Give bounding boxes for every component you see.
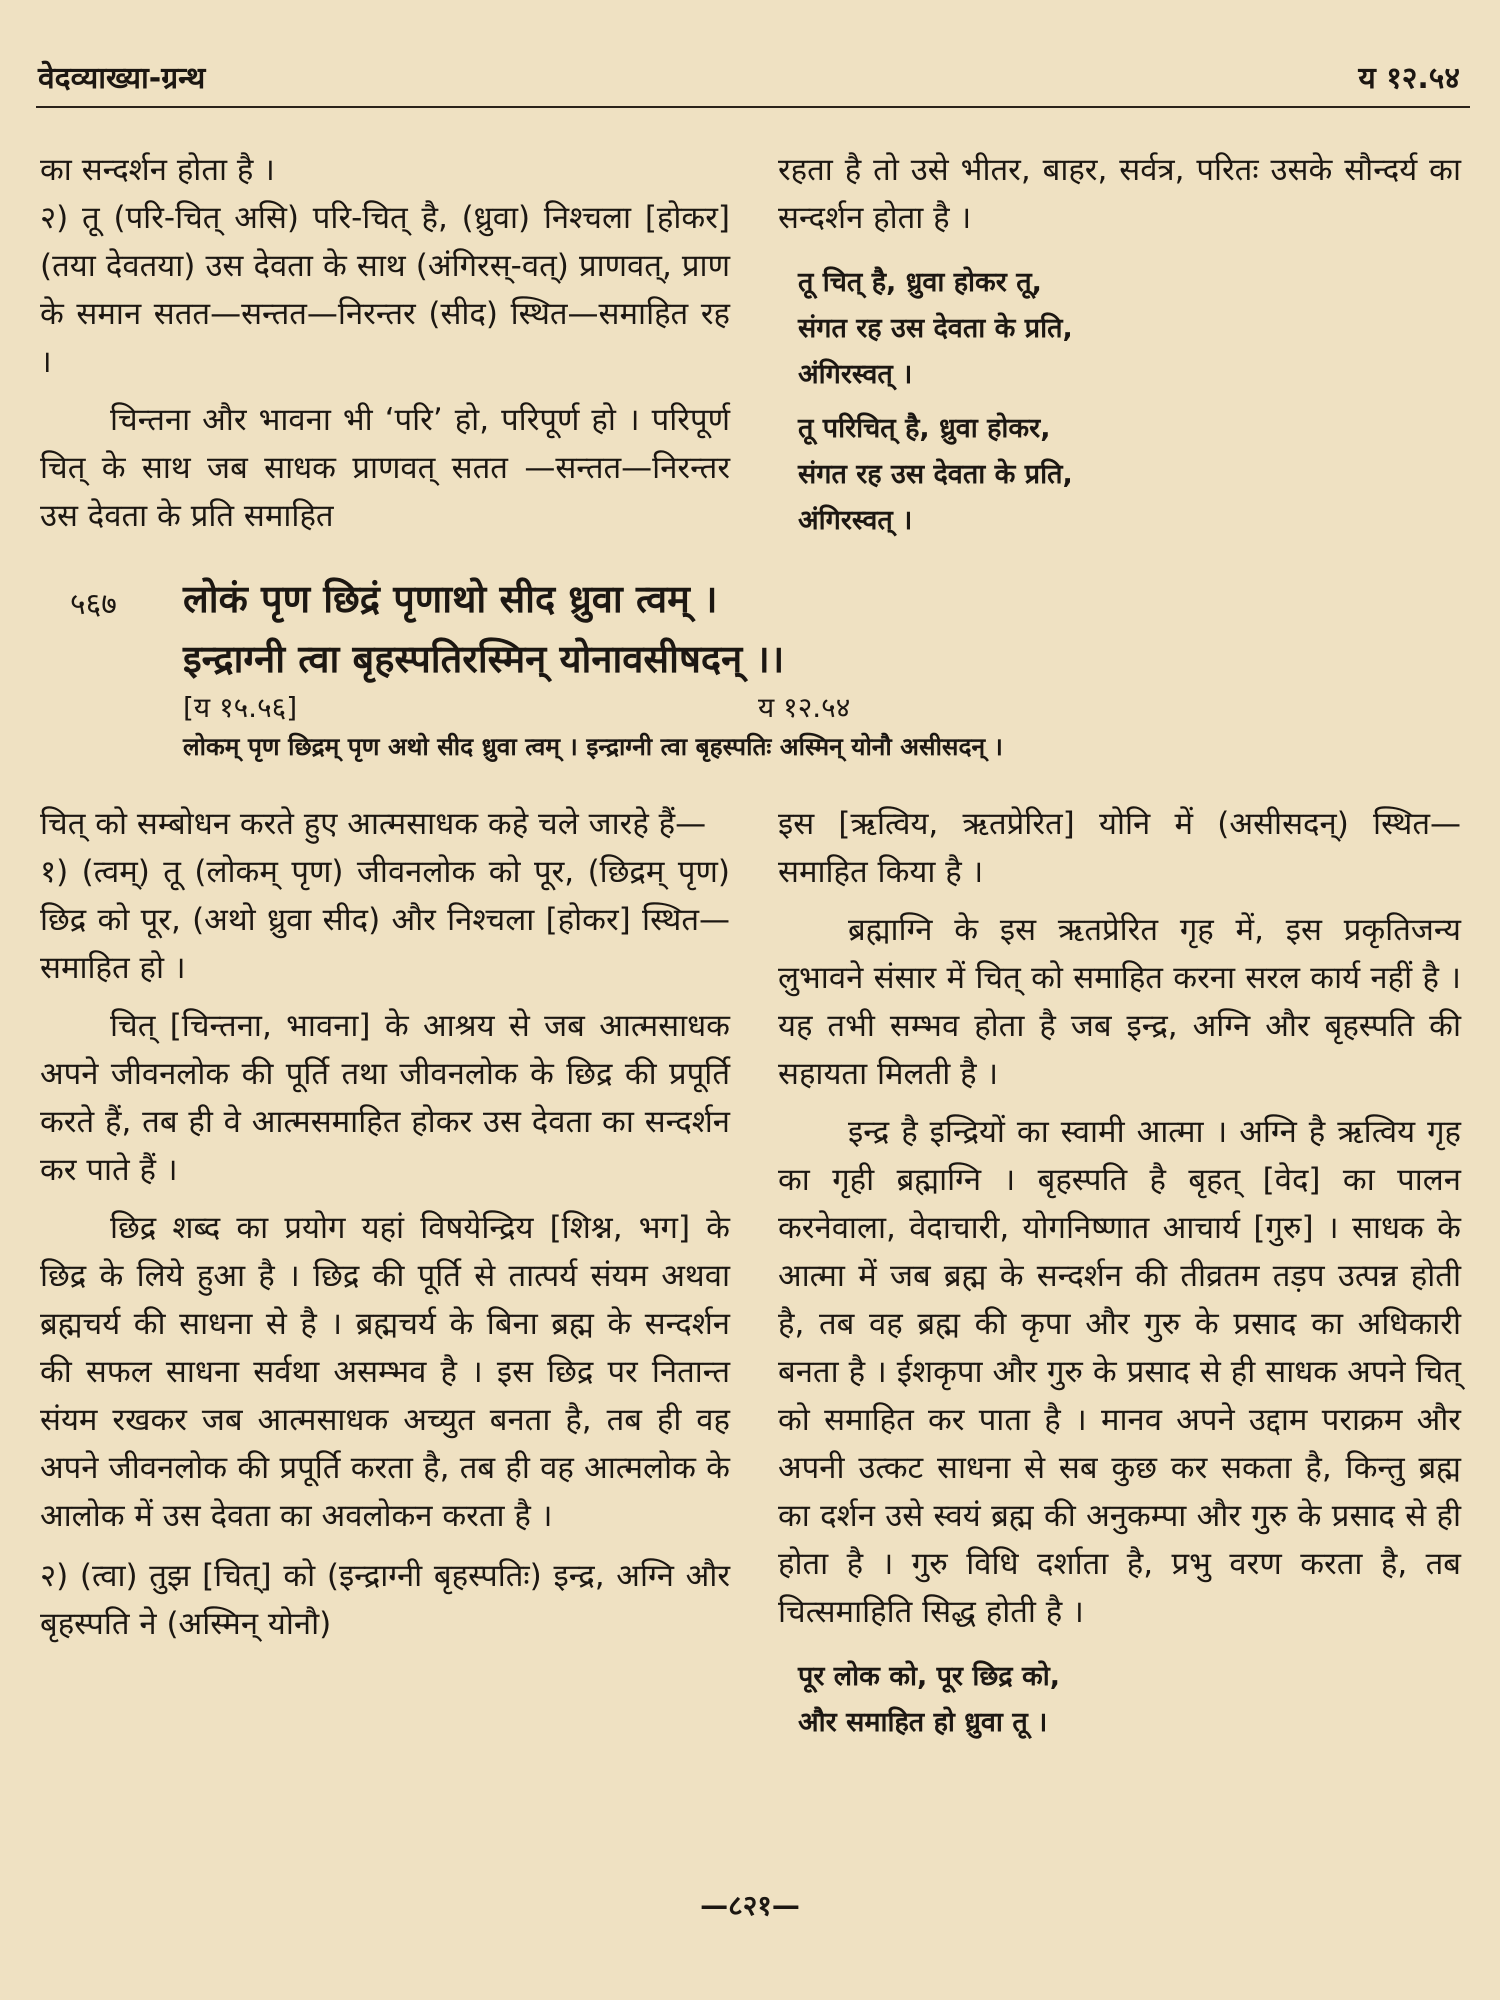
paragraph: चित् [चिन्तना, भावना] के आश्रय से जब आत्मसाधक अपने जीवनलोक की पूर्ति तथा जीवनलोक के छिद्र की प्रपूर्ति करते हैं, तब ही वे आत्मसमाहित होकर उस देवता का सन्दर्शन कर पाते हैं । <box>40 1008 730 1188</box>
bottom-left-column <box>40 800 730 1648</box>
paragraph: २) (त्वा) तुझ [चित्] को (इन्द्राग्नी बृहस्पतिः) इन्द्र, अग्नि और बृहस्पति ने (अस्मिन् योनौ) <box>40 1558 730 1642</box>
running-header-title: वेदव्याख्या-ग्रन्थ <box>38 61 206 96</box>
paragraph: चिन्तना और भावना भी ‘परि’ हो, परिपूर्ण हो । परिपूर्ण चित् के साथ जब साधक प्राणवत् सतत —सन्तत—निरन्तर उस देवता के प्रति समाहित <box>40 402 730 534</box>
verse-line: संगत रह उस देवता के प्रति, <box>798 459 1073 490</box>
verse-line: अंगिरस्वत् । <box>798 505 913 536</box>
verse-line: संगत रह उस देवता के प्रति, <box>798 313 1073 344</box>
verse-block <box>778 406 1461 544</box>
paragraph: इन्द्र है इन्द्रियों का स्वामी आत्मा । अग्नि है ऋत्विय गृह का गृही ब्रह्माग्नि । बृहस्पति है बृहत् [वेद] का पालन करनेवाला, वेदाचारी, योगनिष्णात आचार्य [गुरु] । साधक के आत्मा में जब ब्रह्म के सन्दर्शन की तीव्रतम तड़प उत्पन्न होती है, तब वह ब्रह्म की कृपा और गुरु के प्रसाद का अधिकारी बनता है । ईशकृपा और गुरु के प्रसाद से ही साधक अपने चित् को समाहित कर पाता है । मानव अपने उद्दाम पराक्रम और अपनी उत्कट साधना से सब कुछ कर सकता है, किन्तु ब्रह्म का दर्शन उसे स्वयं ब्रह्म की अनुकम्पा और गुरु के प्रसाद से ही होता है । गुरु विधि दर्शाता है, प्रभु वरण करता है, तब चित्समाहिति सिद्ध होती है । <box>778 1114 1461 1630</box>
header-rule <box>36 106 1470 108</box>
mantra-reference-right: य १२.५४ <box>758 691 851 724</box>
verse-line: और समाहित हो ध्रुवा तू । <box>798 1707 1048 1738</box>
verse-line: अंगिरस्वत् । <box>798 359 913 390</box>
mantra-number: ५६७ <box>70 587 117 622</box>
top-left-column <box>40 146 730 540</box>
padapatha-line: लोकम् पृण छिद्रम् पृण अथो सीद ध्रुवा त्वम् । इन्द्राग्नी त्वा बृहस्पतिः अस्मिन् योनौ असीसदन् । <box>183 732 1003 761</box>
paragraph: १) (त्वम्) तू (लोकम् पृण) जीवनलोक को पूर, (छिद्रम् पृण) छिद्र को पूर, (अथो ध्रुवा सीद) और निश्चला [होकर] स्थित—समाहित हो । <box>40 854 730 986</box>
paragraph: इस [ऋत्विय, ऋतप्रेरित] योनि में (असीसदन्) स्थित—समाहित किया है । <box>778 806 1461 890</box>
verse-line: पूर लोक को, पूर छिद्र को, <box>798 1661 1061 1692</box>
paragraph: ब्रह्माग्नि के इस ऋतप्रेरित गृह में, इस प्रकृतिजन्य लुभावने संसार में चित् को समाहित करना सरल कार्य नहीं है । यह तभी सम्भव होता है जब इन्द्र, अग्नि और बृहस्पति की सहायता मिलती है । <box>778 912 1461 1092</box>
mantra-line-1: लोकं पृण छिद्रं पृणाथो सीद ध्रुवा त्वम् । <box>183 577 718 621</box>
paragraph: का सन्दर्शन होता है । <box>40 152 275 188</box>
verse-line: तू परिचित् है, ध्रुवा होकर, <box>798 413 1051 444</box>
top-right-column <box>778 146 1461 544</box>
verse-block <box>778 260 1461 398</box>
mantra-reference-left: [य १५.५६] <box>183 691 298 724</box>
verse-line: तू चित् है, ध्रुवा होकर तू, <box>798 267 1042 298</box>
running-header-reference: य १२.५४ <box>1358 61 1460 96</box>
paragraph: २) तू (परि-चित् असि) परि-चित् है, (ध्रुवा) निश्चला [होकर] (तया देवतया) उस देवता के साथ (अंगिरस्-वत्) प्राणवत्, प्राण के समान सतत—सन्तत—निरन्तर (सीद) स्थित—समाहित रह । <box>40 200 730 380</box>
mantra-line-2: इन्द्राग्नी त्वा बृहस्पतिरस्मिन् योनावसीषदन् ।। <box>183 637 785 681</box>
paragraph: रहता है तो उसे भीतर, बाहर, सर्वत्र, परितः उसके सौन्दर्य का सन्दर्शन होता है । <box>778 152 1461 236</box>
page-number: —८२१— <box>700 1889 800 1922</box>
paragraph: चित् को सम्बोधन करते हुए आत्मसाधक कहे चले जारहे हैं— <box>40 806 707 842</box>
verse-block <box>778 1654 1461 1746</box>
bottom-right-column <box>778 800 1461 1746</box>
paragraph: छिद्र शब्द का प्रयोग यहां विषयेन्द्रिय [शिश्न, भग] के छिद्र के लिये हुआ है । छिद्र की पूर्ति से तात्पर्य संयम अथवा ब्रह्मचर्य की साधना से है । ब्रह्मचर्य के बिना ब्रह्म के सन्दर्शन की सफल साधना सर्वथा असम्भव है । इस छिद्र पर नितान्त संयम रखकर जब आत्मसाधक अच्युत बनता है, तब ही वह अपने जीवनलोक की प्रपूर्ति करता है, तब ही वह आत्मलोक के आलोक में उस देवता का अवलोकन करता है । <box>40 1210 730 1534</box>
